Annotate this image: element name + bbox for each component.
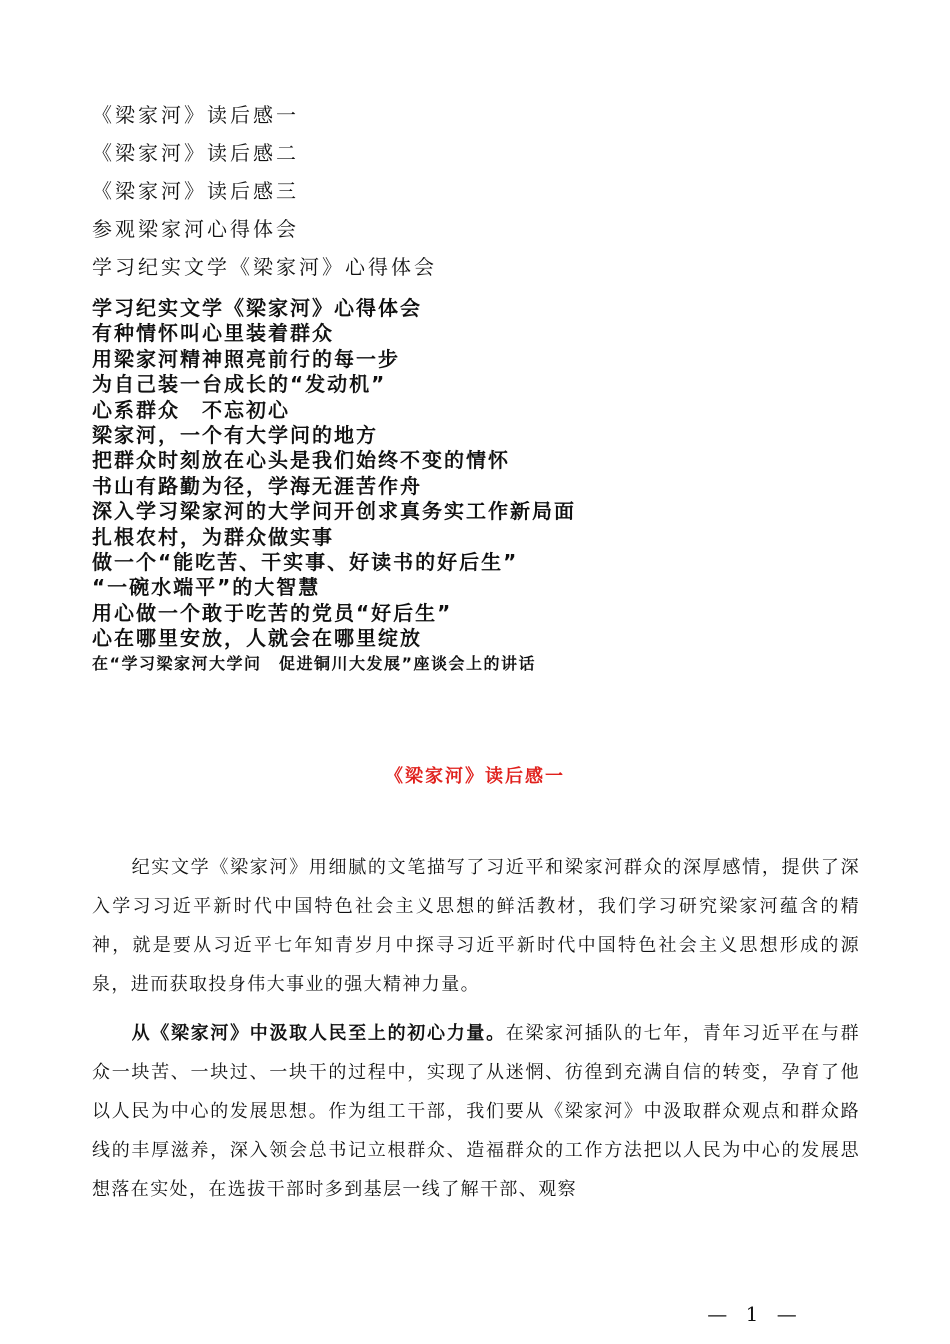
section-heading: 《梁家河》读后感一 <box>385 766 565 787</box>
toc-item[interactable]: 做一个“能吃苦、干实事、好读书的好后生” <box>92 549 519 574</box>
toc-item[interactable]: 用梁家河精神照亮前行的每一步 <box>92 346 400 371</box>
toc-item[interactable]: 用心做一个敢于吃苦的党员“好后生” <box>92 600 453 625</box>
article-body <box>92 848 860 1219</box>
paragraph-lead: 从《梁家河》中汲取人民至上的初心力量。 <box>131 1023 506 1044</box>
toc-item[interactable]: 扎根农村，为群众做实事 <box>92 524 334 549</box>
toc-item[interactable]: 《梁家河》读后感一 <box>92 103 299 127</box>
paragraph: 纪实文学《梁家河》用细腻的文笔描写了习近平和梁家河群众的深厚感情，提供了深入学习习近平新时代中国特色社会主义思想的鲜活教材，我们学习研究梁家河蕴含的精神，就是要从习近平七年知青岁月中探寻习近平新时代中国特色社会主义思想形成的源泉，进而获取投身伟大事业的强大精神力量。 <box>92 857 860 995</box>
paragraph <box>92 1014 860 1209</box>
toc-item[interactable]: 为自己装一台成长的“发动机” <box>92 372 387 397</box>
table-of-contents <box>92 102 872 292</box>
toc-item[interactable]: 有种情怀叫心里装着群众 <box>92 321 334 346</box>
toc-item[interactable]: 心在哪里安放，人就会在哪里绽放 <box>92 626 422 651</box>
toc-item[interactable]: 在“学习梁家河大学问 促进铜川大发展”座谈会上的讲话 <box>92 654 537 674</box>
toc-item[interactable]: 参观梁家河心得体会 <box>92 217 299 241</box>
toc-item[interactable]: 梁家河，一个有大学问的地方 <box>92 422 378 447</box>
toc-item[interactable]: 书山有路勤为径，学海无涯苦作舟 <box>92 473 422 498</box>
toc-item[interactable]: 学习纪实文学《梁家河》心得体会 <box>92 255 437 279</box>
toc-item[interactable]: 学习纪实文学《梁家河》心得体会 <box>92 296 422 320</box>
paragraph-text: 在梁家河插队的七年，青年习近平在与群众一块苦、一块过、一块干的过程中，实现了从迷惘、彷徨到充满自信的转变，孕育了他以人民为中心的发展思想。作为组工干部，我们要从《梁家河》中汲取群众观点和群众路线的丰厚滋养，深入领会总书记立根群众、造福群众的工作方法把以人民为中心的发展思想落在实处，在选拔干部时多到基层一线了解干部、观察 <box>92 1023 860 1200</box>
toc-item[interactable]: 深入学习梁家河的大学问开创求真务实工作新局面 <box>92 499 576 524</box>
toc-item[interactable]: “一碗水端平”的大智慧 <box>92 575 321 600</box>
toc-item[interactable]: 《梁家河》读后感二 <box>92 141 299 165</box>
table-of-contents-list <box>92 296 872 677</box>
toc-item[interactable]: 把群众时刻放在心头是我们始终不变的情怀 <box>92 448 510 473</box>
toc-item[interactable]: 《梁家河》读后感三 <box>92 179 299 203</box>
page-number: — 1 — <box>707 1302 803 1326</box>
toc-item[interactable]: 心系群众 不忘初心 <box>92 397 290 422</box>
